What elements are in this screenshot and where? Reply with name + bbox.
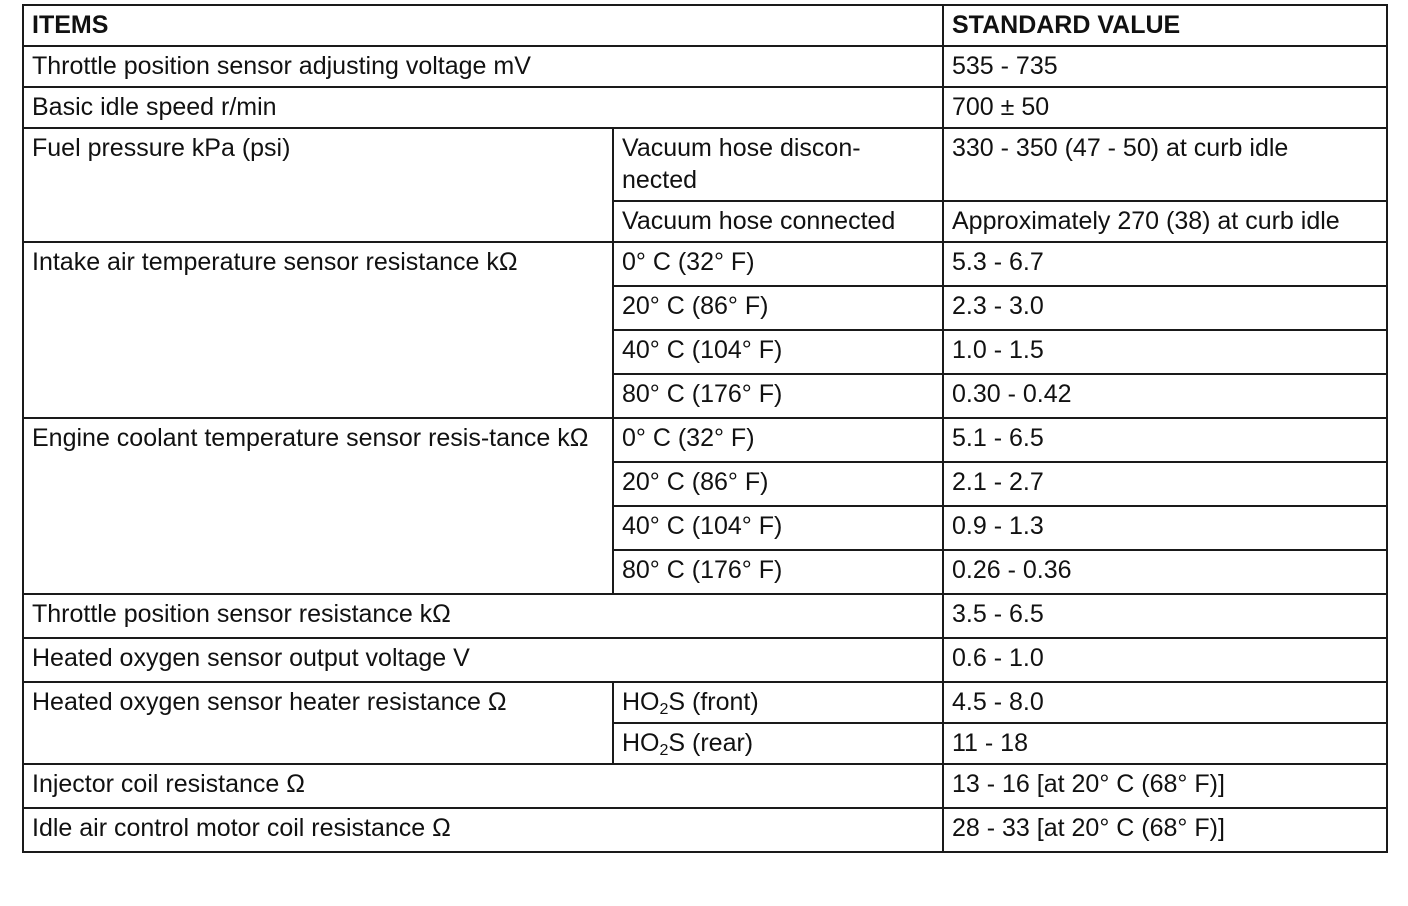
condition-cell: [613, 723, 943, 764]
condition-subscript: 2: [659, 701, 669, 718]
standard-value-header: STANDARD VALUE: [943, 5, 1387, 46]
condition-suffix: S (front): [668, 688, 759, 716]
table-row: [23, 808, 1387, 852]
value-cell: 700 ± 50: [943, 87, 1387, 128]
item-cell: Throttle position sensor resistance kΩ: [23, 594, 943, 638]
value-cell: 535 - 735: [943, 46, 1387, 87]
item-cell: Injector coil resistance Ω: [23, 764, 943, 808]
items-header: ITEMS: [23, 5, 943, 46]
condition-cell: Vacuum hose connected: [613, 201, 943, 242]
value-cell: 5.3 - 6.7: [943, 242, 1387, 286]
value-cell: 330 - 350 (47 - 50) at curb idle: [943, 128, 1387, 201]
table-row: [23, 128, 1387, 201]
value-cell: 4.5 - 8.0: [943, 682, 1387, 723]
item-cell: Basic idle speed r/min: [23, 87, 943, 128]
standard-value-table: [22, 4, 1388, 853]
condition-cell: Vacuum hose discon-nected: [613, 128, 943, 201]
item-cell: Intake air temperature sensor resistance kΩ: [23, 242, 613, 418]
table-row: [23, 87, 1387, 128]
value-cell: 0.30 - 0.42: [943, 374, 1387, 418]
item-cell: Idle air control motor coil resistance Ω: [23, 808, 943, 852]
header-row: [23, 5, 1387, 46]
condition-cell: 20° C (86° F): [613, 286, 943, 330]
item-cell: Heated oxygen sensor heater resistance Ω: [23, 682, 613, 764]
value-cell: 0.9 - 1.3: [943, 506, 1387, 550]
condition-subscript: 2: [659, 742, 669, 759]
condition-cell: [613, 682, 943, 723]
table-row: [23, 418, 1387, 462]
value-cell: 0.26 - 0.36: [943, 550, 1387, 594]
item-cell: Heated oxygen sensor output voltage V: [23, 638, 943, 682]
condition-cell: 80° C (176° F): [613, 550, 943, 594]
condition-prefix: HO: [622, 688, 660, 716]
value-cell: 11 - 18: [943, 723, 1387, 764]
item-cell: Fuel pressure kPa (psi): [23, 128, 613, 242]
value-cell: 1.0 - 1.5: [943, 330, 1387, 374]
value-cell: 2.3 - 3.0: [943, 286, 1387, 330]
condition-cell: 40° C (104° F): [613, 506, 943, 550]
item-cell: Engine coolant temperature sensor resis-tance kΩ: [23, 418, 613, 594]
condition-cell: 0° C (32° F): [613, 242, 943, 286]
value-cell: 13 - 16 [at 20° C (68° F)]: [943, 764, 1387, 808]
table-row: [23, 764, 1387, 808]
value-cell: 0.6 - 1.0: [943, 638, 1387, 682]
table-row: [23, 46, 1387, 87]
table-row: [23, 242, 1387, 286]
condition-cell: 80° C (176° F): [613, 374, 943, 418]
value-cell: 2.1 - 2.7: [943, 462, 1387, 506]
condition-cell: 0° C (32° F): [613, 418, 943, 462]
condition-suffix: S (rear): [668, 729, 754, 757]
table-row: [23, 682, 1387, 723]
value-cell: Approximately 270 (38) at curb idle: [943, 201, 1387, 242]
condition-cell: 40° C (104° F): [613, 330, 943, 374]
condition-cell: 20° C (86° F): [613, 462, 943, 506]
table-row: [23, 638, 1387, 682]
condition-prefix: HO: [622, 729, 660, 757]
value-cell: 3.5 - 6.5: [943, 594, 1387, 638]
table-row: [23, 594, 1387, 638]
value-cell: 5.1 - 6.5: [943, 418, 1387, 462]
value-cell: 28 - 33 [at 20° C (68° F)]: [943, 808, 1387, 852]
item-cell: Throttle position sensor adjusting voltage mV: [23, 46, 943, 87]
